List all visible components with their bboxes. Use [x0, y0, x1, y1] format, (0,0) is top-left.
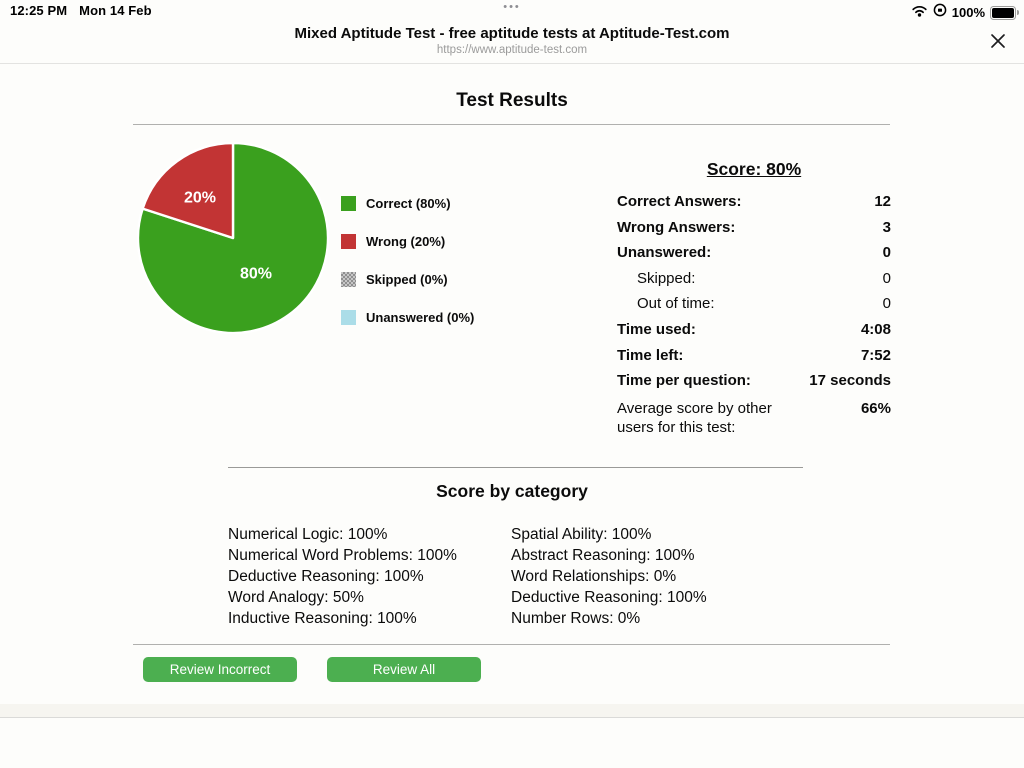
browser-title-bar	[0, 22, 1024, 64]
score-label: Correct Answers:	[617, 193, 742, 210]
score-row-time-used	[617, 321, 891, 347]
category-item: Number Rows: 0%	[511, 610, 641, 627]
legend-swatch-wrong	[341, 234, 356, 249]
category-item: Abstract Reasoning: 100%	[511, 547, 695, 564]
pie-chart	[137, 142, 329, 334]
close-button[interactable]	[987, 31, 1009, 53]
category-item: Numerical Word Problems: 100%	[228, 547, 457, 564]
divider-bottom	[133, 644, 890, 645]
legend-swatch-skipped	[341, 272, 356, 287]
score-value: 0	[882, 295, 891, 313]
status-bar	[0, 0, 1024, 22]
legend-item-wrong	[341, 234, 474, 249]
category-item: Spatial Ability: 100%	[511, 526, 652, 543]
score-label: Unanswered:	[617, 244, 712, 262]
results-heading: Test Results	[456, 90, 568, 111]
browser-toolbar	[0, 717, 1024, 768]
score-value: 7:52	[860, 346, 891, 364]
score-value: 0	[882, 269, 891, 287]
wifi-icon	[911, 4, 928, 22]
review-incorrect-button[interactable]: Review Incorrect	[143, 657, 297, 682]
divider-top	[133, 124, 890, 125]
score-row-average-score	[617, 399, 891, 437]
score-value: 3	[882, 218, 891, 236]
legend-label: Correct (80%)	[366, 196, 451, 211]
divider-middle	[228, 467, 803, 468]
score-label: Skipped:	[637, 269, 696, 287]
score-value: 66%	[860, 399, 891, 417]
legend-swatch-correct	[341, 196, 356, 211]
score-row-skipped	[617, 270, 891, 296]
score-label: Wrong Answers:	[617, 218, 736, 236]
score-label: Time used:	[617, 320, 696, 338]
category-item: Deductive Reasoning: 100%	[511, 589, 707, 606]
score-value: 17 seconds	[809, 372, 891, 390]
legend-label: Wrong (20%)	[366, 234, 446, 249]
score-row-time-left	[617, 347, 891, 373]
page-url: https://www.aptitude-test.com	[436, 44, 588, 56]
chart-legend	[341, 196, 474, 348]
review-all-button[interactable]: Review All	[327, 657, 481, 682]
score-panel	[617, 193, 891, 437]
score-label: Out of time:	[637, 295, 715, 313]
content-bottom-strip	[0, 704, 1024, 717]
battery-percent: 100%	[951, 5, 985, 20]
legend-item-unanswered	[341, 310, 474, 325]
category-item: Inductive Reasoning: 100%	[228, 610, 417, 627]
legend-label: Skipped (0%)	[366, 272, 448, 287]
category-item: Numerical Logic: 100%	[228, 526, 388, 543]
category-item: Deductive Reasoning: 100%	[228, 568, 424, 585]
pie-label-correct: 80%	[239, 265, 273, 283]
close-icon	[988, 31, 1008, 51]
score-row-unanswered	[617, 244, 891, 270]
battery-icon	[990, 6, 1016, 20]
score-row-time-per-question	[617, 372, 891, 398]
category-column-left	[228, 524, 457, 629]
score-label: Average score by other users for this test:	[617, 399, 772, 436]
category-column-right	[511, 524, 707, 629]
score-row-out-of-time	[617, 295, 891, 321]
orientation-lock-icon	[933, 3, 947, 22]
legend-swatch-unanswered	[341, 310, 356, 325]
category-item: Word Analogy: 50%	[228, 589, 364, 606]
category-item: Word Relationships: 0%	[511, 568, 677, 585]
score-value: 0	[882, 244, 891, 262]
status-date: Mon 14 Feb	[79, 3, 152, 18]
legend-item-correct	[341, 196, 474, 211]
score-row-wrong	[617, 219, 891, 245]
legend-item-skipped	[341, 272, 474, 287]
score-label: Time left:	[617, 346, 684, 364]
score-row-correct	[617, 193, 891, 219]
status-right	[911, 3, 1016, 22]
score-value: 12	[874, 193, 891, 210]
pie-label-wrong: 20%	[183, 189, 217, 207]
category-heading: Score by category	[436, 481, 588, 501]
legend-label: Unanswered (0%)	[366, 310, 475, 325]
clock: 12:25 PM	[10, 3, 68, 18]
score-heading: Score: 80%	[706, 159, 802, 179]
page-title: Mixed Aptitude Test - free aptitude tests at Aptitude-Test.com	[294, 25, 730, 42]
score-value: 4:08	[860, 320, 891, 338]
score-label: Time per question:	[617, 372, 751, 390]
multitask-handle[interactable]: •••	[503, 1, 521, 13]
